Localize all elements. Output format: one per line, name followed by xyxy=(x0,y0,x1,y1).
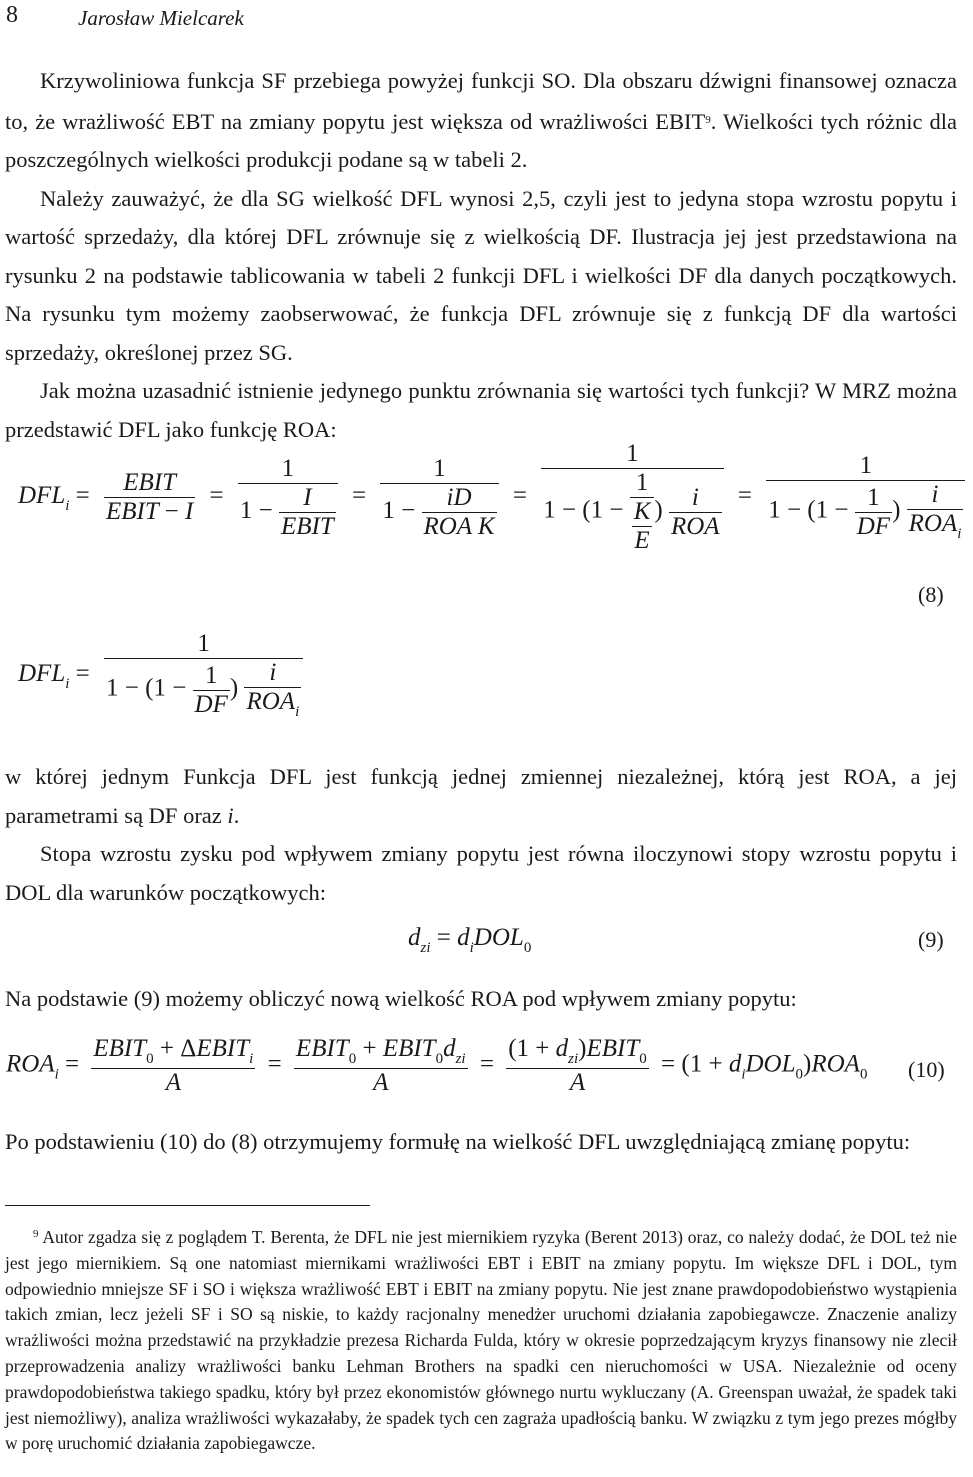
text-block-top xyxy=(5,62,957,449)
running-head-author: Jarosław Mielcarek xyxy=(78,6,244,30)
footnote-9: $^9$ Autor zgadza się z poglądem T. Berenta, że DFL nie jest miernikiem ryzyka (Berent 2013) oraz, co należy dodać, że DOL też nie jest jego miernikiem. Są one natomiast miernikami wrażliwości EBT i EBIT na zmiany popytu. Im większe DFL i DOL, tym odpowiednio mniejsze SF i SO i większa wrażliwość EBT i EBIT na zmiany popytu. Nie jest znane prawdopodobieństwo wystąpienia takich zmian, lecz jeżeli SF i SO są niskie, to każdy racjonalny menedżer uruchomi działania zapobiegawcze. Znaczenie analizy wrażliwości można przedstawić na przykładzie prezesa Richarda Fulda, który w okresie poprzedzającym kryzys finansowy nie zlecił przeprowadzenia analizy wrażliwości banku Lehman Brothers na spadki cen nieruchomości w USA. Niezależnie od oceny prawdopodobieństwa takiego spadku, który był przez ekonomistów głównego nurtu wykluczany (A. Greenspan uważał, że spadek taki jest niemożliwy), analiza wrażliwości wykazałaby, że spadek tych cen zagraża upadłością banku. W związku z tym jego prezes mógłby w porę uruchomić działania zapobiegawcze. xyxy=(5,1227,957,1454)
equation-8-line-1: $DFL_i$ = EBIT EBIT − I = 1 1 − I EBIT = 1 1 − iD ROA K = 1 1 − (1 − $\frac{1}{\frac{K}{E}}$ ) i ROA = 1 1 − (1 − $\frac{1}{DF}$ ) i $ROA_i$ xyxy=(18,440,973,555)
paragraph-5: Stopa wzrostu zysku pod wpływem zmiany popytu jest równa iloczynowi stopy wzrostu popytu i DOL dla warunków początkowych: xyxy=(5,841,957,905)
paragraph-3: Jak można uzasadnić istnienie jedynego punktu zrównania się wartości tych funkcji? W MRZ można przedstawić DFL jako funkcję ROA: xyxy=(5,378,957,442)
paragraph-7: Po podstawieniu (10) do (8) otrzymujemy formułę na wielkość DFL uwzględniającą zmianę popytu: xyxy=(5,1129,911,1154)
paragraph-2: Należy zauważyć, że dla SG wielkość DFL wynosi 2,5, czyli jest to jedyna stopa wzrostu popytu i wartość sprzedaży, dla której DFL zrównuje się z wielkością DF. Ilustracja jej jest przedstawiona na rysunku 2 na podstawie tablicowania w tabeli 2 funkcji DFL i wielkości DF dla danych początkowych. Na rysunku tym możemy zaobserwować, że funkcja DFL zrównuje się z funkcją DF dla wartości sprzedaży, określonej przez SG. xyxy=(5,185,957,365)
text-block-eq10-intro xyxy=(5,980,957,1019)
footnote-marker[interactable]: 9 xyxy=(705,113,711,126)
page-number: 8 xyxy=(6,2,18,28)
paragraph-1: Krzywoliniowa funkcja SF przebiega powyżej funkcji SO. Dla obszaru dźwigni finansowej oznacza to, że wrażliwość EBT na zmiany popytu jest większa od wrażliwości EBIT$^9$. Wielkości tych różnic dla poszczególnych wielkości produkcji podane są w tabeli 2. xyxy=(5,68,957,172)
footnote-number: 9 xyxy=(33,1228,39,1240)
equation-9: $d_{zi} = d_iDOL_0$ xyxy=(408,924,532,956)
equation-9-number: (9) xyxy=(918,927,944,952)
equation-8-number: (8) xyxy=(918,582,944,607)
equation-10-number: (10) xyxy=(908,1057,945,1082)
text-block-bottom xyxy=(5,1123,957,1162)
paragraph-4: w której jednym Funkcja DFL jest funkcją jednej zmiennej niezależnej, którą jest ROA, a jej parametrami są DF oraz i. xyxy=(5,764,957,828)
equation-10: $ROA_i$ = $EBIT_0$ + $\Delta EBIT_i$ A = $EBIT_0$ + $EBIT_0d_{zi}$ A = $(1 + d_{zi})EBIT_0$ A = $(1 + d_iDOL_0)ROA_0$ xyxy=(6,1035,868,1096)
text-block-middle xyxy=(5,758,957,912)
equation-8-line-2: $DFL_i$ = 1 1 − (1 − $\frac{1}{DF}$ ) i $ROA_i$ xyxy=(18,630,311,721)
paragraph-6: Na podstawie (9) możemy obliczyć nową wielkość ROA pod wpływem zmiany popytu: xyxy=(5,986,797,1011)
footnote-separator xyxy=(5,1205,370,1206)
